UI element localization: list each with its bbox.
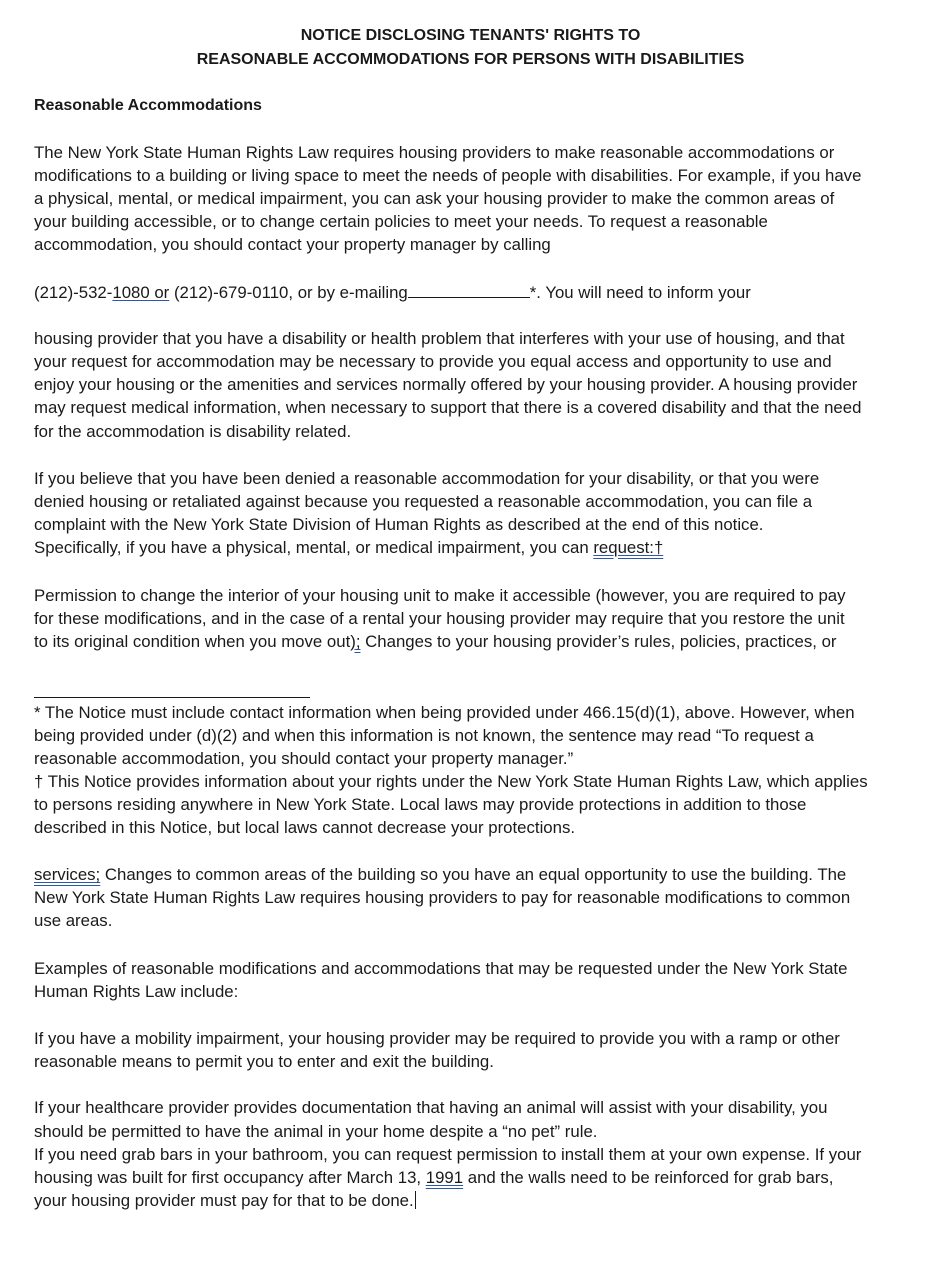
- paragraph-line: reasonable means to permit you to enter and exit the building.: [34, 1052, 494, 1071]
- grammar-marked-punctuation: );: [350, 632, 361, 651]
- footnote-line: reasonable accommodation, you should contact your property manager.”: [34, 749, 574, 768]
- paragraph-line: If you need grab bars in your bathroom, you can request permission to install them at your own expense. If your: [34, 1145, 862, 1164]
- document-title-line-1: NOTICE DISCLOSING TENANTS' RIGHTS TO: [300, 27, 641, 44]
- text-cursor[interactable]: [415, 1191, 416, 1209]
- paragraph-line: Examples of reasonable modifications and accommodations that may be requested under the New York State: [34, 959, 848, 978]
- footnote-line: to persons residing anywhere in New York State. Local laws may provide protections in addition to those: [34, 795, 807, 814]
- footnote-line: * The Notice must include contact information when being provided under 466.15(d)(1), above. However, when: [34, 703, 855, 722]
- paragraph-line: a physical, mental, or medical impairment, you can ask your housing provider to make the common areas of: [34, 189, 835, 208]
- paragraph-line: should be permitted to have the animal in your home despite a “no pet” rule.: [34, 1122, 598, 1141]
- footnote-line: described in this Notice, but local laws cannot decrease your protections.: [34, 818, 576, 837]
- contact-line-end: *. You will need to inform your: [529, 283, 751, 302]
- paragraph-line: New York State Human Rights Law requires housing providers to pay for reasonable modifications to common: [34, 888, 851, 907]
- paragraph-line: [34, 536, 663, 559]
- grammar-marked-word: services;: [34, 865, 101, 884]
- paragraph-line-text: Changes to your housing provider’s rules, policies, practices, or: [360, 632, 837, 651]
- paragraph-line: complaint with the New York State Division of Human Rights as described at the end of this notice.: [34, 515, 764, 534]
- paragraph-line: denied housing or retaliated against because you requested a reasonable accommodation, you can file a: [34, 492, 813, 511]
- footnote-line: being provided under (d)(2) and when this information is not known, the sentence may read “To request a: [34, 726, 814, 745]
- section-heading: Reasonable Accommodations: [34, 97, 262, 114]
- paragraph-line: [34, 630, 837, 653]
- paragraph-line: for the accommodation is disability related.: [34, 422, 352, 441]
- paragraph-line: [34, 1166, 833, 1189]
- paragraph-line-text: housing was built for first occupancy after March 13,: [34, 1168, 426, 1187]
- phone-number-1-suffix: 1080 or: [112, 283, 170, 302]
- footnote-separator: [34, 697, 310, 698]
- request-footnote-ref: request:†: [593, 538, 664, 557]
- footnote-line: † This Notice provides information about your rights under the New York State Human Rights Law, which applies: [34, 772, 868, 791]
- paragraph-line: If you believe that you have been denied a reasonable accommodation for your disability, or that you were: [34, 469, 820, 488]
- paragraph-line-text: your housing provider must pay for that to be done.: [34, 1191, 414, 1210]
- paragraph-line-text: to its original condition when you move out: [34, 632, 351, 651]
- year-marked: 1991: [425, 1168, 464, 1187]
- paragraph-line: accommodation, you should contact your property manager by calling: [34, 235, 551, 254]
- paragraph-line: housing provider that you have a disability or health problem that interferes with your use of housing, and that: [34, 329, 845, 348]
- paragraph-line: Permission to change the interior of your housing unit to make it accessible (however, you are required to pay: [34, 586, 846, 605]
- document-title-line-2: REASONABLE ACCOMMODATIONS FOR PERSONS WITH DISABILITIES: [196, 51, 745, 68]
- paragraph-line: your building accessible, or to change certain policies to meet your needs. To request a reasonable: [34, 212, 768, 231]
- email-blank: [408, 283, 530, 298]
- paragraph-line: If your healthcare provider provides documentation that having an animal will assist with your disability, you: [34, 1098, 828, 1117]
- paragraph-line: use areas.: [34, 911, 113, 930]
- paragraph-line: If you have a mobility impairment, your housing provider may be required to provide you with a ramp or other: [34, 1029, 840, 1048]
- paragraph-line: for these modifications, and in the case of a rental your housing provider may require that you restore the unit: [34, 609, 845, 628]
- phone-number-2: (212)-679-0110, or by e-mailing: [169, 283, 408, 302]
- paragraph-line: may request medical information, when necessary to support that there is a covered disability and that the need: [34, 398, 862, 417]
- paragraph-line: [34, 863, 846, 886]
- paragraph-line: modifications to a building or living space to meet the needs of people with disabilities. For example, if you have: [34, 166, 862, 185]
- paragraph-line: enjoy your housing or the amenities and services normally offered by your housing provider. A housing provider: [34, 375, 858, 394]
- contact-line: [34, 281, 751, 304]
- paragraph-line: The New York State Human Rights Law requires housing providers to make reasonable accommodations or: [34, 143, 835, 162]
- paragraph-line-text: and the walls need to be reinforced for grab bars,: [463, 1168, 834, 1187]
- paragraph-line-text: Specifically, if you have a physical, mental, or medical impairment, you can: [34, 538, 594, 557]
- paragraph-line: [34, 1189, 416, 1212]
- paragraph-line: Human Rights Law include:: [34, 982, 239, 1001]
- phone-number-1-prefix: (212)-532-: [34, 283, 113, 302]
- paragraph-line-text: Changes to common areas of the building so you have an equal opportunity to use the building. The: [100, 865, 847, 884]
- paragraph-line: your request for accommodation may be necessary to provide you equal access and opportunity to use and: [34, 352, 832, 371]
